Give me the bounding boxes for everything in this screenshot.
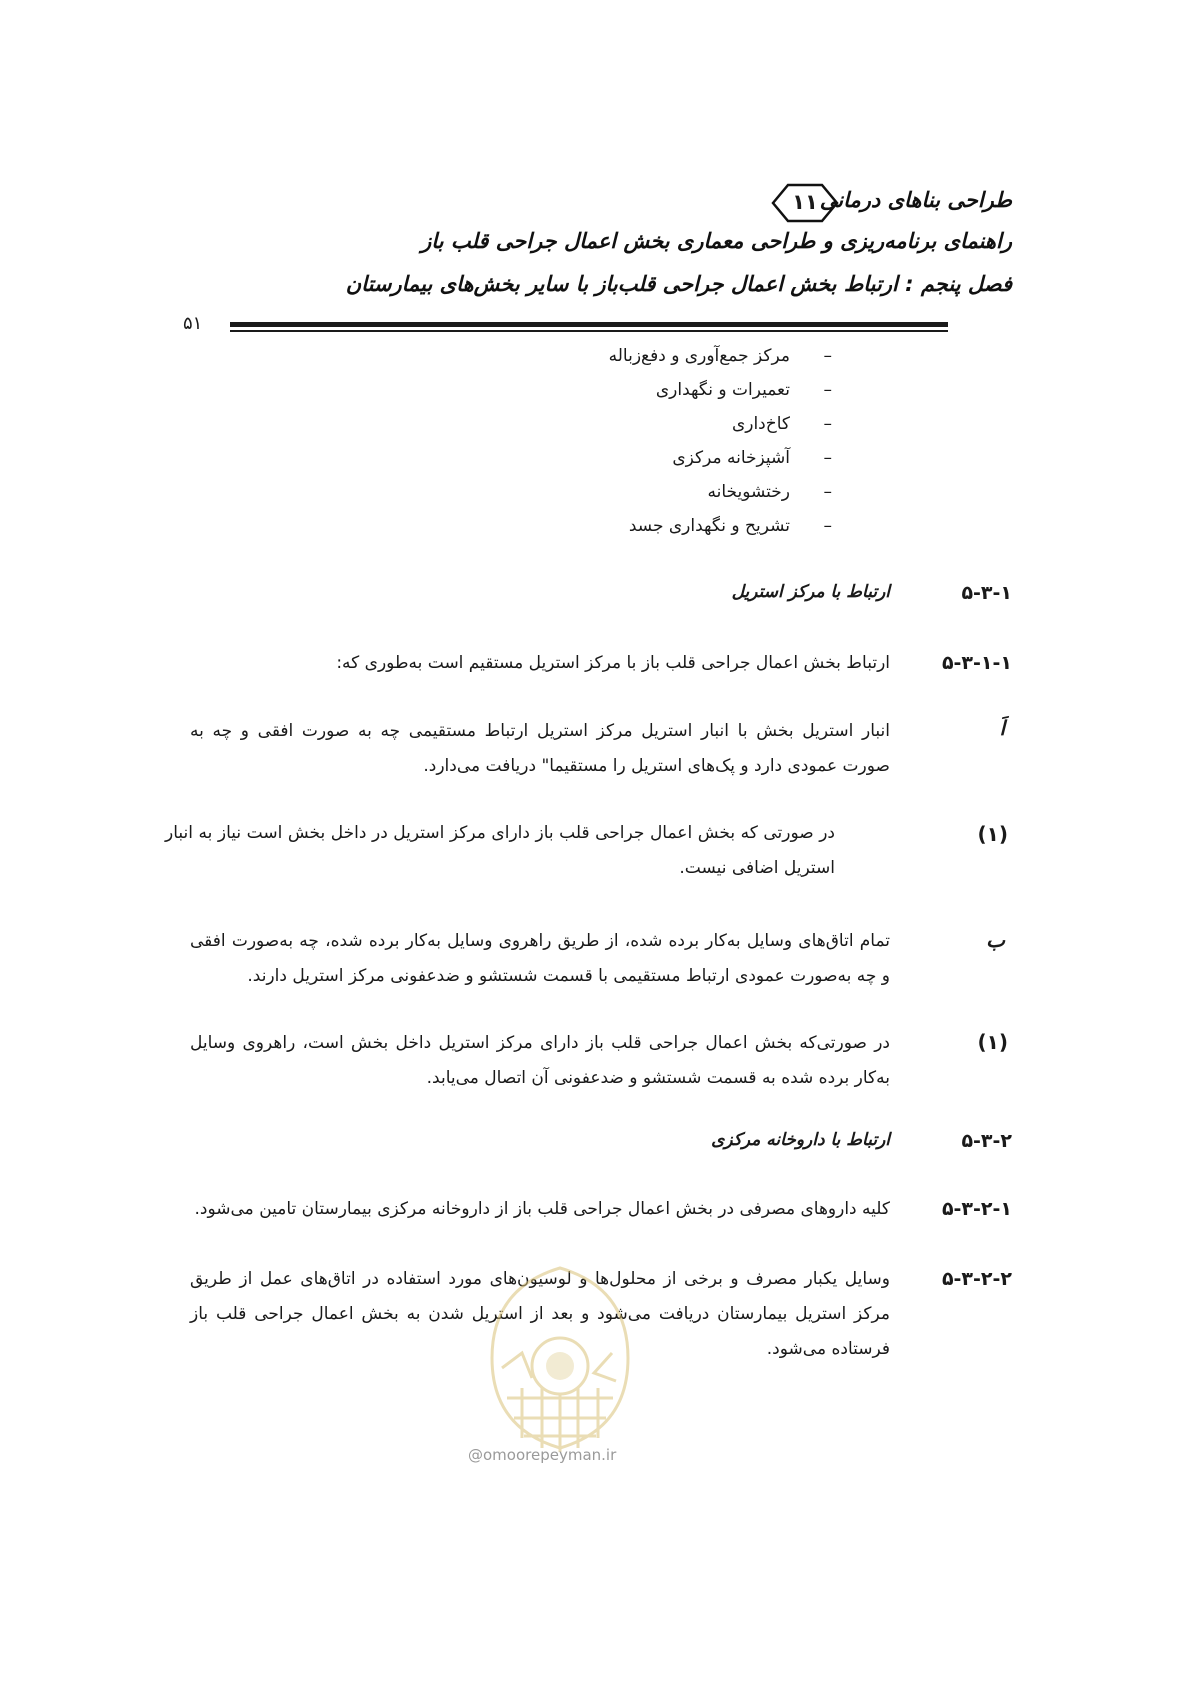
list-item: –آشپزخانه مرکزی xyxy=(672,448,832,468)
list-item: –تعمیرات و نگهداری xyxy=(655,380,832,400)
watermark-url: @omoorepeyman.ir xyxy=(468,1446,617,1464)
section-heading: ارتباط با مرکز استریل xyxy=(731,582,890,602)
chapter-title: فصل پنجم : ارتباط بخش اعمال جراحی قلب‌باز با سایر بخش‌های بیمارستان xyxy=(345,272,1012,296)
clause-number: ۵-۳-۲-۱ xyxy=(941,1198,1012,1220)
item-marker: اَ xyxy=(999,716,1005,740)
clause-text: ارتباط بخش اعمال جراحی قلب باز با مرکز استریل مستقیم است به‌طوری که: xyxy=(336,653,890,673)
series-number-badge xyxy=(770,183,840,223)
clause-number: ۵-۳-۲-۲ xyxy=(941,1268,1012,1290)
section-number: ۵-۳-۲ xyxy=(961,1130,1012,1152)
section-heading: ارتباط با داروخانه مرکزی xyxy=(711,1130,890,1150)
clause-text: وسایل یکبار مصرف و برخی از محلول‌ها و لوسیون‌های مورد استفاده در اتاق‌های عمل از طریق مرکز استریل بیمارستان دریافت می‌شود و بعد از استریل شدن به بخش اعمال جراحی قلب باز فرستاده می‌شود. xyxy=(190,1269,890,1359)
clause-number: ۵-۳-۱-۱ xyxy=(941,652,1012,674)
item-text: تمام اتاق‌های وسایل به‌کار برده شده، از طریق راهروی وسایل به‌کار برده شده، چه به‌صورت افقی و چه به‌صورت عمودی ارتباط مستقیمی با قسمت شستشو و ضدعفونی مرکز استریل دارند. xyxy=(190,931,890,986)
subitem-marker: (۱) xyxy=(977,1030,1008,1054)
watermark-emblem-icon xyxy=(462,1248,658,1458)
guide-title: راهنمای برنامه‌ریزی و طراحی معماری بخش اعمال جراحی قلب باز xyxy=(421,229,1012,253)
list-item: –مرکز جمع‌آوری و دفع‌زباله xyxy=(608,346,832,366)
list-item: –کاخ‌داری xyxy=(731,414,832,434)
item-marker: ب xyxy=(986,928,1005,952)
subitem-text: در صورتی که بخش اعمال جراحی قلب باز دارای مرکز استریل در داخل بخش است نیاز به انبار استریل اضافی نیست. xyxy=(165,823,835,878)
series-title-text: طراحی بناهای درمانی xyxy=(819,188,1012,212)
list-item: –رختشویخانه xyxy=(707,482,832,502)
header-divider-thin xyxy=(230,330,948,332)
header-divider-thick xyxy=(230,322,948,327)
watermark-logo xyxy=(462,1248,658,1458)
clause-text: کلیه داروهای مصرفی در بخش اعمال جراحی قلب باز از داروخانه مرکزی بیمارستان تامین می‌شود. xyxy=(194,1199,890,1219)
subitem-marker: (۱) xyxy=(977,822,1008,846)
series-number: ۱۱ xyxy=(792,190,818,214)
subitem-text: در صورتی‌که بخش اعمال جراحی قلب باز دارای مرکز استریل داخل بخش است، راهروی وسایل به‌کار برده شده به قسمت شستشو و ضدعفونی آن اتصال می‌یابد. xyxy=(190,1033,890,1088)
page-number: ۵۱ xyxy=(183,313,203,334)
section-number: ۵-۳-۱ xyxy=(961,582,1012,604)
item-text: انبار استریل بخش با انبار استریل مرکز استریل ارتباط مستقیمی چه به صورت افقی و چه به صورت عمودی دارد و پک‌های استریل را مستقیما" دریافت می‌دارد. xyxy=(190,721,890,776)
list-item: –تشریح و نگهداری جسد xyxy=(628,516,832,536)
series-title xyxy=(820,188,1012,212)
